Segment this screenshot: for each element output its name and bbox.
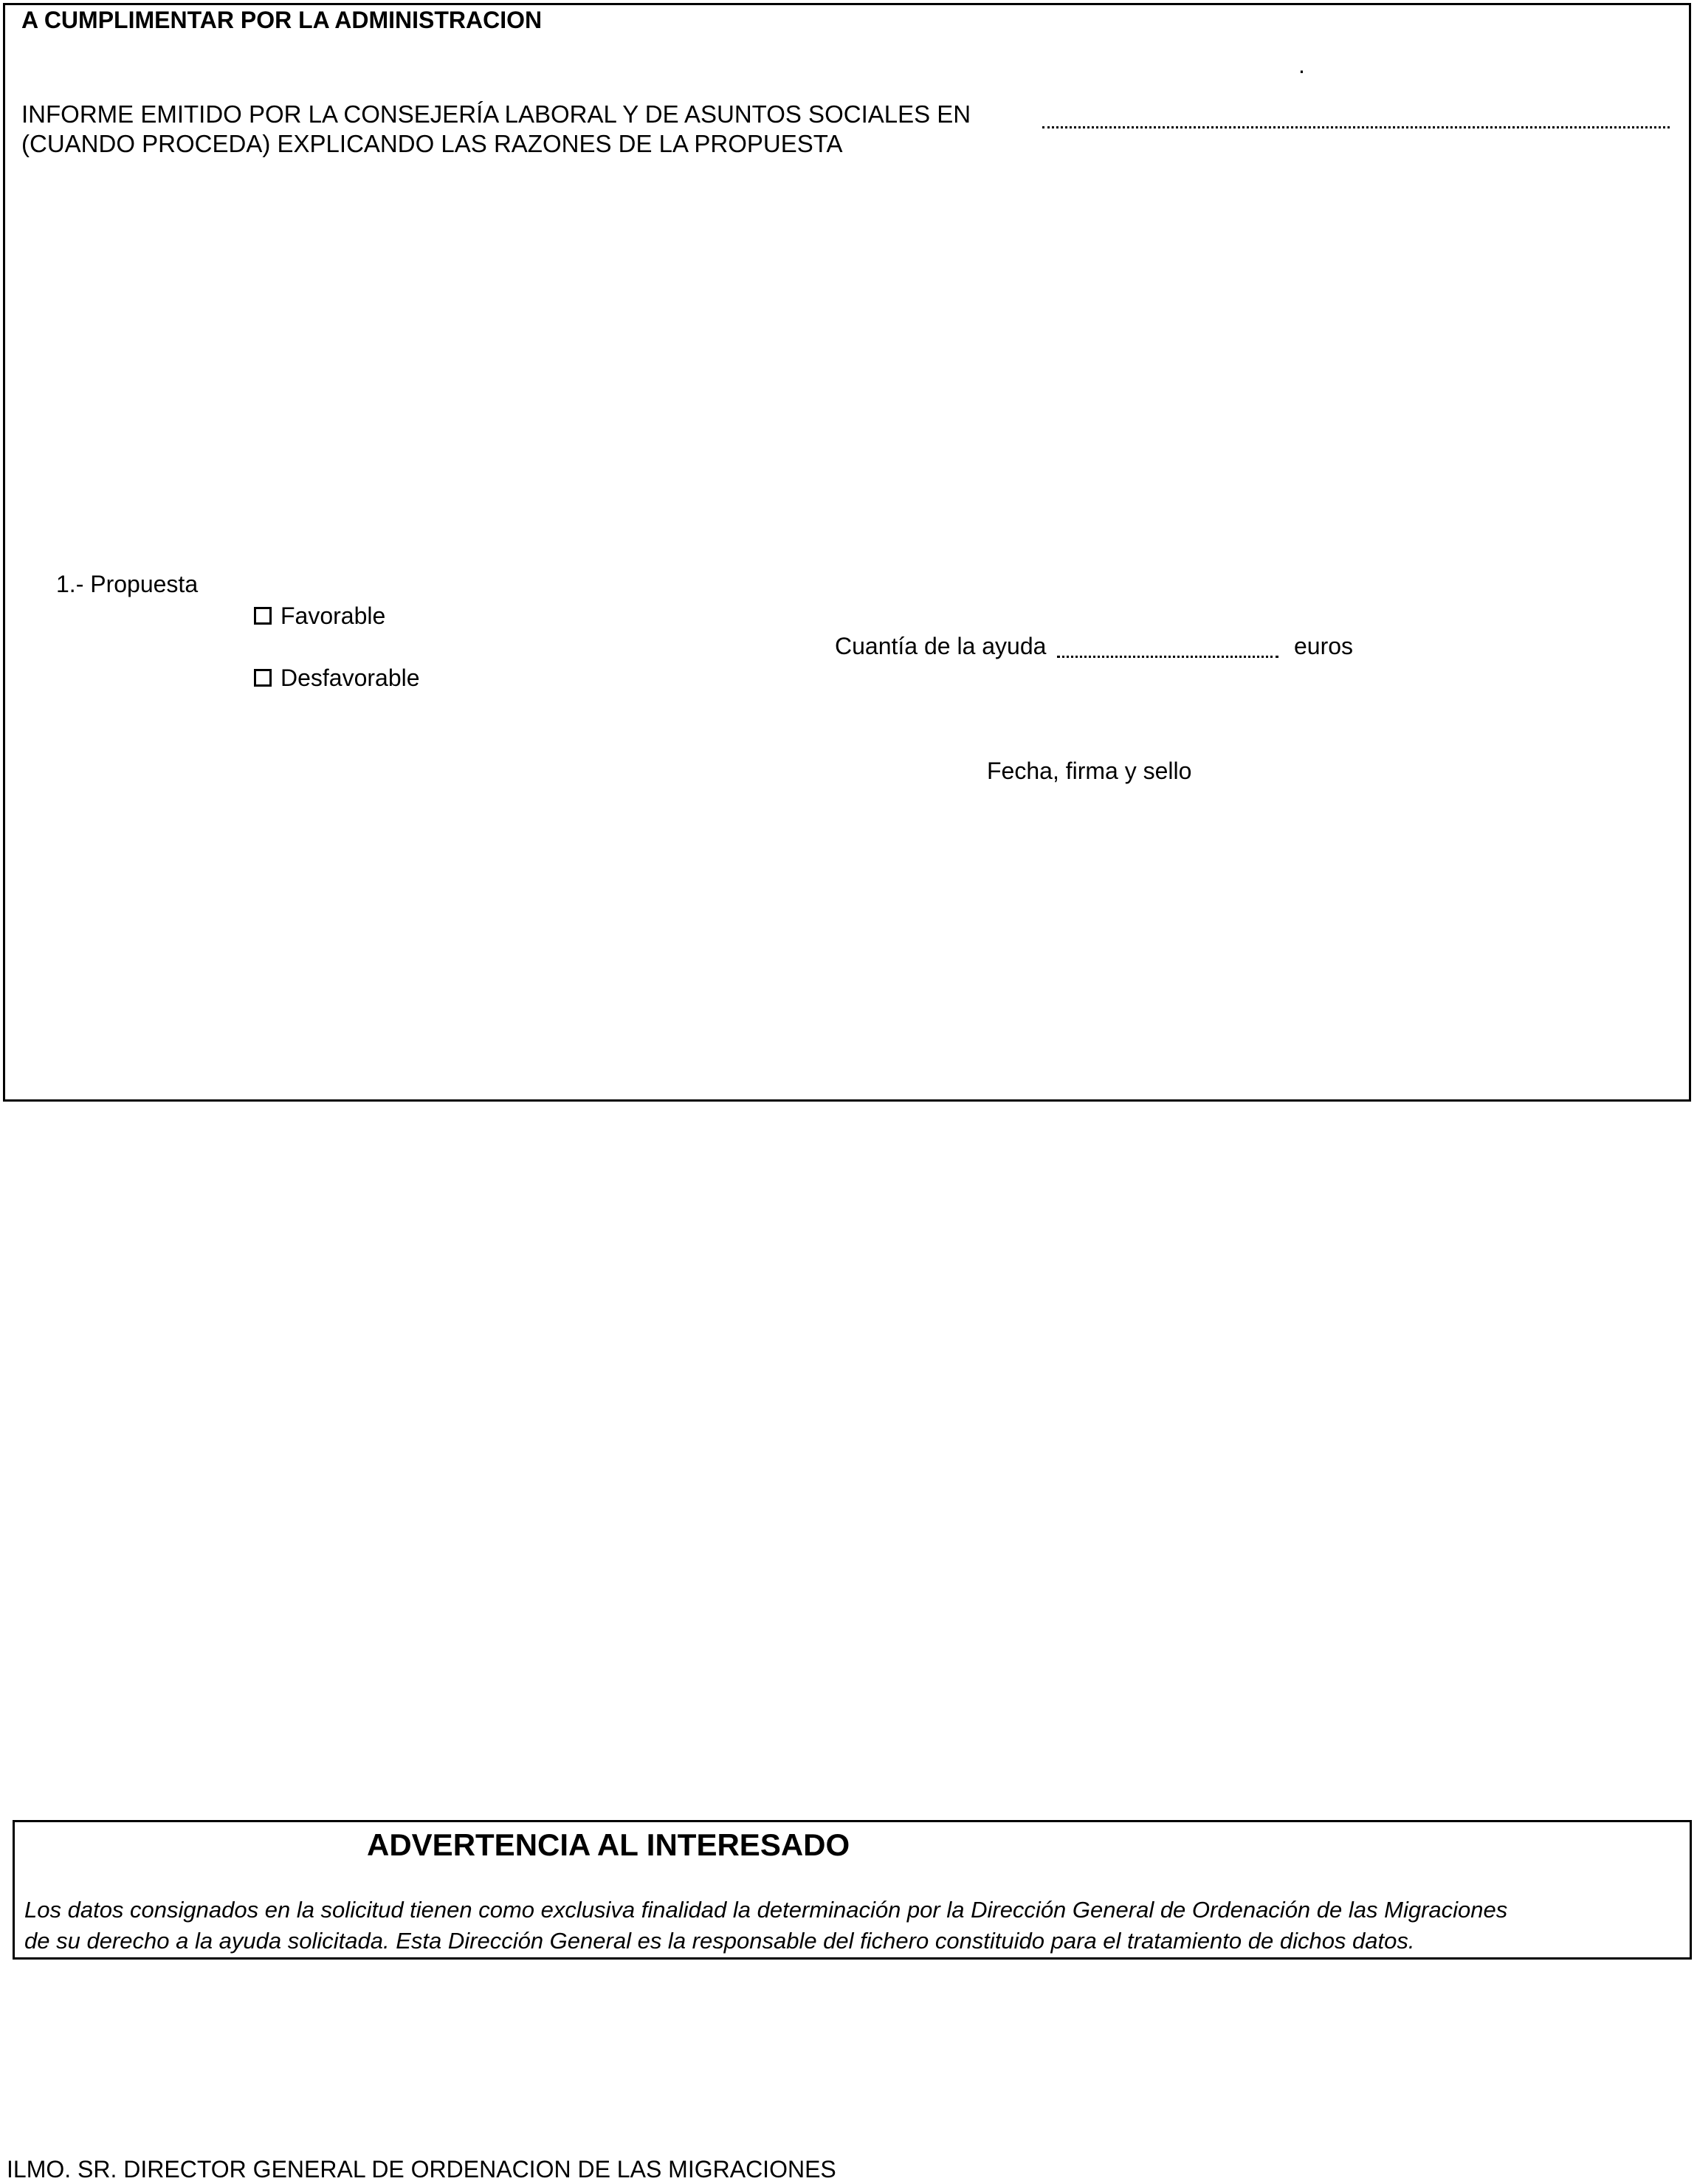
advertencia-text-line2: de su derecho a la ayuda solicitada. Esta Dirección General es la responsable del fichero constituido para el tratamiento de dichos datos. [24,1928,1415,1954]
informe-heading-line1: INFORME EMITIDO POR LA CONSEJERÍA LABORAL Y DE ASUNTOS SOCIALES EN [21,100,971,128]
cuantia-label: Cuantía de la ayuda [835,633,1047,659]
fecha-firma-sello-label: Fecha, firma y sello [987,758,1192,784]
informe-heading-line2: (CUANDO PROCEDA) EXPLICANDO LAS RAZONES DE LA PROPUESTA [21,130,843,157]
desfavorable-label: Desfavorable [280,665,420,691]
advertencia-text-line1: Los datos consignados en la solicitud tienen como exclusiva finalidad la determinación por la Dirección General de Ordenación de las Migraciones [24,1897,1508,1923]
advertencia-title: ADVERTENCIA AL INTERESADO [367,1827,850,1862]
consejeria-location-field[interactable] [1042,104,1670,128]
addressee: ILMO. SR. DIRECTOR GENERAL DE ORDENACION DE LAS MIGRACIONES [7,2156,836,2183]
favorable-label: Favorable [280,602,386,629]
cuantia-unit: euros [1294,633,1354,659]
option-desfavorable[interactable] [254,666,420,690]
cuantia-amount-field[interactable] [1057,635,1278,658]
admin-section-box [3,3,1691,1102]
admin-section-title: A CUMPLIMENTAR POR LA ADMINISTRACION [21,7,543,33]
favorable-checkbox[interactable] [254,607,272,625]
option-favorable[interactable] [254,604,385,628]
propuesta-label: 1.- Propuesta [56,571,199,597]
desfavorable-checkbox[interactable] [254,669,272,687]
stray-mark: . [1298,52,1305,78]
